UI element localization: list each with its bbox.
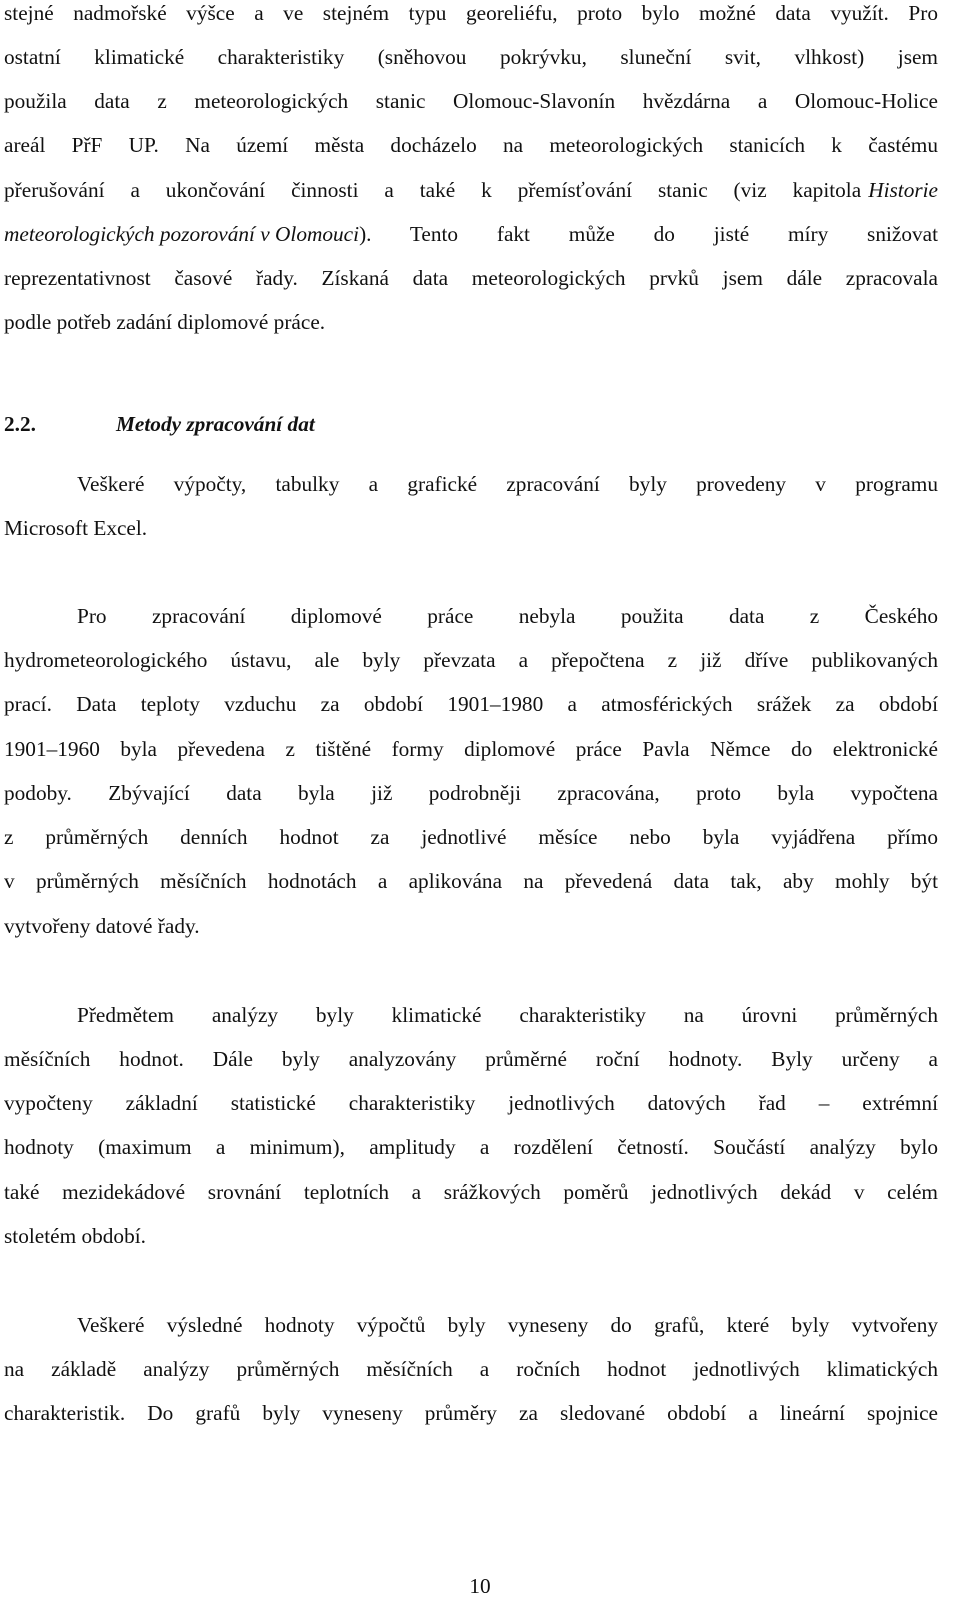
section-title: Metody zpracování dat [116, 412, 315, 436]
text-span: přerušování a ukončování činnosti a také k přemísťování stanic (viz kapitola [4, 178, 862, 202]
text-line: podle potřeb zadání diplomové práce. [4, 310, 326, 334]
text-line: Pro zpracování diplomové práce nebyla použita data z Českého [77, 604, 938, 628]
text-line: hodnoty (maximum a minimum), amplitudy a rozdělení četností. Součástí analýzy bylo [4, 1135, 938, 1159]
text-line: Microsoft Excel. [4, 516, 148, 540]
italic-reference: meteorologických pozorování v Olomouci [4, 222, 360, 246]
text-line: podoby. Zbývající data byla již podrobněji zpracována, proto byla vypočtena [4, 781, 938, 805]
text-line: stejné nadmořské výšce a ve stejném typu georeliéfu, proto bylo možné data využít. Pro [4, 1, 938, 25]
text-line: 1901–1960 byla převedena z tištěné formy diplomové práce Pavla Němce do elektronické [4, 737, 938, 761]
text-line: Veškeré výsledné hodnoty výpočtů byly vyneseny do grafů, které byly vytvořeny [77, 1313, 938, 1337]
text-line: také mezidekádové srovnání teplotních a srážkových poměrů jednotlivých dekád v celém [4, 1180, 938, 1204]
text-span: ). Tento fakt může do jisté míry snižovat [359, 222, 938, 246]
page-number: 10 [469, 1574, 491, 1598]
text-line: reprezentativnost časové řady. Získaná data meteorologických prvků jsem dále zpracovala [4, 266, 938, 290]
text-line: z průměrných denních hodnot za jednotlivé měsíce nebo byla vyjádřena přímo [4, 825, 938, 849]
text-line [4, 224, 938, 245]
text-line: stoletém období. [4, 1224, 146, 1248]
text-line: charakteristik. Do grafů byly vyneseny průměry za sledované období a lineární spojnice [4, 1401, 938, 1425]
text-line [4, 180, 938, 201]
text-line: ostatní klimatické charakteristiky (sněhovou pokrývku, sluneční svit, vlhkost) jsem [4, 45, 938, 69]
text-line: na základě analýzy průměrných měsíčních a ročních hodnot jednotlivých klimatických [4, 1357, 938, 1381]
text-line: areál PřF UP. Na území města docházelo na meteorologických stanicích k častému [4, 133, 938, 157]
section-number: 2.2. [4, 412, 36, 436]
text-line: vytvořeny datové řady. [4, 914, 200, 938]
italic-reference: Historie [868, 178, 938, 202]
text-line: Veškeré výpočty, tabulky a grafické zpracování byly provedeny v programu [77, 472, 938, 496]
text-line: v průměrných měsíčních hodnotách a aplikována na převedená data tak, aby mohly být [4, 869, 938, 893]
text-line: Předmětem analýzy byly klimatické charakteristiky na úrovni průměrných [77, 1003, 938, 1027]
text-line: použila data z meteorologických stanic Olomouc-Slavonín hvězdárna a Olomouc-Holice [4, 89, 938, 113]
text-line: prací. Data teploty vzduchu za období 1901–1980 a atmosférických srážek za období [4, 692, 938, 716]
text-line: vypočteny základní statistické charakteristiky jednotlivých datových řad – extrémní [4, 1091, 938, 1115]
text-line: měsíčních hodnot. Dále byly analyzovány průměrné roční hodnoty. Byly určeny a [4, 1047, 938, 1071]
text-line: hydrometeorologického ústavu, ale byly převzata a přepočtena z již dříve publikovaných [4, 648, 938, 672]
